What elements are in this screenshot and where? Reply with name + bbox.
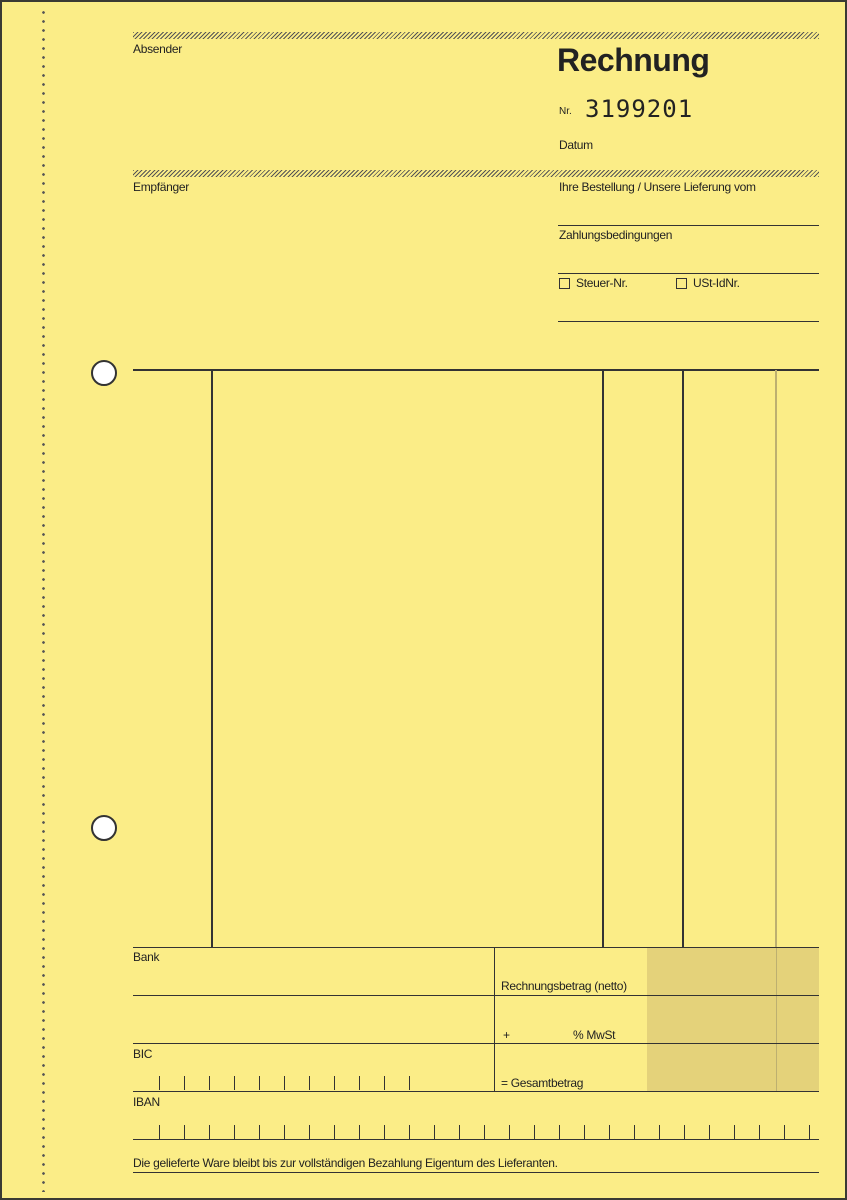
- date-label: Datum: [559, 138, 593, 152]
- sender-label: Absender: [133, 42, 182, 56]
- payment-terms-label: Zahlungsbedingungen: [559, 228, 673, 242]
- punch-hole-bottom: [91, 815, 117, 841]
- hatch-divider-top: [133, 32, 819, 39]
- order-delivery-label: Ihre Bestellung / Unsere Lieferung vom: [559, 180, 756, 194]
- item-table-top-border: [133, 369, 819, 371]
- totals-cents-divider: [776, 948, 777, 1092]
- footer-top-border: [133, 947, 819, 948]
- tax-number-checkbox[interactable]: [559, 278, 570, 289]
- item-table-col-divider-1: [211, 370, 213, 947]
- bank-label: Bank: [133, 950, 160, 964]
- payment-terms-line[interactable]: [558, 273, 819, 274]
- vat-label: % MwSt: [573, 1028, 616, 1042]
- total-amount-label: = Gesamtbetrag: [501, 1076, 584, 1090]
- vat-id-label: USt-IdNr.: [693, 276, 740, 290]
- item-table-col-divider-3: [682, 370, 684, 947]
- punch-hole-top: [91, 360, 117, 386]
- perforation-line: [42, 8, 45, 1192]
- bic-label: BIC: [133, 1047, 153, 1061]
- invoice-number-prefix: Nr.: [559, 106, 572, 117]
- vat-id-checkbox[interactable]: [676, 278, 687, 289]
- item-table-col-divider-4: [775, 370, 777, 947]
- footer-row-line-2: [133, 1043, 819, 1044]
- bottom-rule: [133, 1172, 819, 1173]
- page-title: Rechnung: [557, 42, 710, 78]
- order-delivery-line[interactable]: [558, 225, 819, 226]
- footer-row-line-1: [133, 995, 819, 996]
- recipient-label: Empfänger: [133, 180, 189, 194]
- tax-number-label: Steuer-Nr.: [576, 276, 628, 290]
- hatch-divider-middle: [133, 170, 819, 177]
- net-amount-label: Rechnungsbetrag (netto): [501, 979, 627, 993]
- footer-row-line-3: [133, 1091, 819, 1092]
- tax-id-line[interactable]: [558, 321, 819, 322]
- item-table-col-divider-2: [602, 370, 604, 947]
- iban-baseline: [133, 1139, 819, 1140]
- retention-of-title-note: Die gelieferte Ware bleibt bis zur vollständigen Bezahlung Eigentum des Lieferanten.: [133, 1156, 558, 1170]
- totals-amount-shaded-area[interactable]: [647, 948, 819, 1092]
- vat-plus-sign: +: [503, 1028, 510, 1042]
- iban-label: IBAN: [133, 1095, 160, 1109]
- invoice-number: 3199201: [585, 95, 694, 123]
- footer-vertical-divider: [494, 948, 495, 1092]
